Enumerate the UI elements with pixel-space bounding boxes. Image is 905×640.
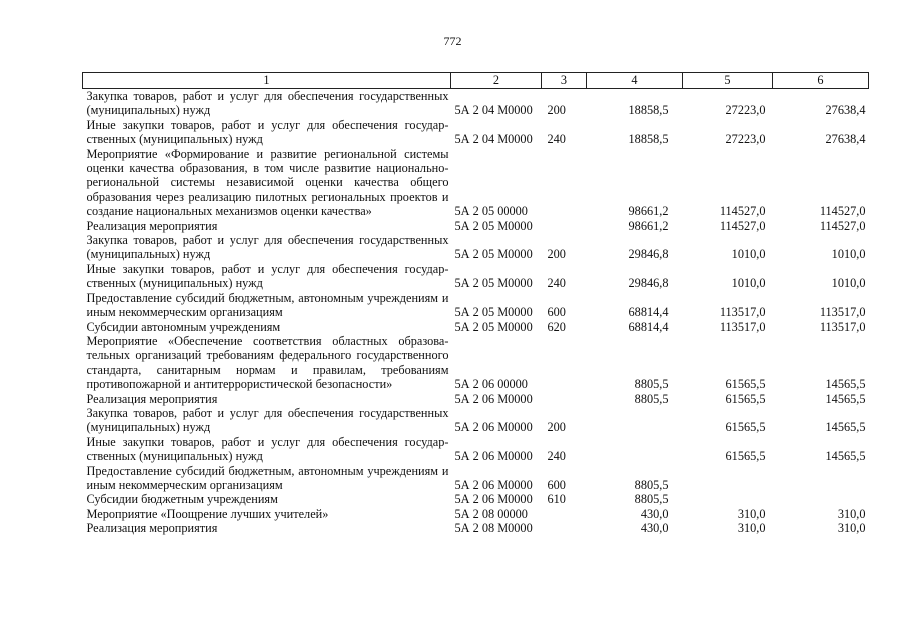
row-value-col6: 1010,0 [831,247,866,262]
row-value-col5: 310,0 [737,506,766,521]
row-value-col4 [587,435,683,464]
row-code: 5А 2 05 М0000 [454,247,533,262]
row-expense-type: 200 [547,103,566,118]
row-value-col6: 14565,5 [825,449,866,464]
row-name: Закупка товаров, работ и услуг для обеспечения государственных (муниципальных) нужд [86,405,449,435]
table-row [83,406,869,435]
row-name: Субсидии автономным учреждениям [86,319,281,334]
row-expense-type: 240 [547,276,566,291]
row-code: 5А 2 05 00000 [454,204,528,219]
row-value-col5: 114527,0 [719,218,766,233]
row-value-col6 [773,464,869,493]
row-code: 5А 2 06 М0000 [454,420,533,435]
row-value-col5: 61565,5 [725,420,766,435]
row-value-col4: 29846,8 [628,247,669,262]
row-code: 5А 2 04 М0000 [454,103,533,118]
row-value-col6: 310,0 [837,506,866,521]
row-value-col6: 113517,0 [819,319,866,334]
page-number: 772 [443,34,462,48]
row-value-col6: 27638,4 [825,103,866,118]
row-name: Реализация мероприятия [86,218,218,233]
row-expense-type: 610 [547,492,566,507]
row-value-col6: 14565,5 [825,420,866,435]
row-name: Субсидии бюджетным учреждениям [86,492,278,507]
row-code: 5А 2 06 00000 [454,377,528,392]
row-expense-type: 600 [547,477,566,492]
row-code: 5А 2 06 М0000 [454,449,533,464]
row-code: 5А 2 05 М0000 [454,319,533,334]
row-code: 5А 2 04 М0000 [454,132,533,147]
header-col-2: 2 [451,73,542,89]
row-name: Иные закупки товаров, работ и услуг для обеспечения государственных (муниципальных) нужд [86,117,449,147]
table-row [83,492,869,506]
row-value-col5: 61565,5 [725,449,766,464]
table-row [83,464,869,493]
row-value-col6: 27638,4 [825,132,866,147]
row-value-col6: 14565,5 [825,377,866,392]
row-code: 5А 2 06 М0000 [454,477,533,492]
row-code: 5А 2 06 М0000 [454,391,533,406]
table-row [83,291,869,320]
row-value-col6 [773,492,869,506]
row-name: Реализация мероприятия [86,391,218,406]
row-value-col4: 68814,4 [628,319,669,334]
row-value-col4: 430,0 [640,521,669,536]
row-name: Мероприятие «Поощрение лучших учителей» [86,506,329,521]
table-row [83,334,869,392]
row-expense-type: 600 [547,305,566,320]
row-value-col4: 8805,5 [634,391,669,406]
row-value-col4: 29846,8 [628,276,669,291]
table-header-row [83,73,869,89]
row-code: 5А 2 06 М0000 [454,492,533,507]
table-row [83,320,869,334]
row-expense-type [542,147,587,219]
table-row [83,521,869,535]
row-expense-type [542,219,587,233]
row-value-col5: 61565,5 [725,377,766,392]
row-name: Иные закупки товаров, работ и услуг для обеспечения государственных (муниципальных) нужд [86,434,449,464]
header-col-5: 5 [683,73,773,89]
row-name: Предоставление субсидий бюджетным, автономным учреждениям и иным некоммерческим организациям [86,290,449,320]
row-value-col5: 1010,0 [731,247,766,262]
row-value-col4: 8805,5 [634,377,669,392]
table-row [83,262,869,291]
row-value-col6: 1010,0 [831,276,866,291]
row-value-col4: 68814,4 [628,305,669,320]
row-expense-type [542,334,587,392]
row-value-col6: 14565,5 [825,391,866,406]
row-value-col5: 27223,0 [725,103,766,118]
row-expense-type: 620 [547,319,566,334]
header-col-1: 1 [83,73,451,89]
row-code: 5А 2 05 М0000 [454,276,533,291]
row-name: Реализация мероприятия [86,521,218,536]
row-value-col6: 114527,0 [819,218,866,233]
row-value-col4: 18858,5 [628,103,669,118]
table-row [83,392,869,406]
header-col-3: 3 [542,73,587,89]
budget-table [82,72,869,536]
table-row [83,233,869,262]
row-value-col6: 310,0 [837,521,866,536]
row-name: Закупка товаров, работ и услуг для обеспечения государственных (муниципальных) нужд [86,233,449,262]
row-code: 5А 2 05 М0000 [454,218,533,233]
table-row [83,118,869,147]
row-expense-type [542,507,587,521]
table-row [83,219,869,233]
row-value-col5: 310,0 [737,521,766,536]
row-name: Мероприятие «Формирование и развитие региональной системы оценки качества образования, в том числе развитие национально-региональной системы независимой оценки качества общего образования через реализацию пилотных региональных проектов и создание национальных механизмов оценки качества» [86,146,449,219]
row-name: Предоставление субсидий бюджетным, автономным учреждениям и иным некоммерческим организациям [86,463,449,492]
row-value-col5 [683,464,773,493]
row-name: Иные закупки товаров, работ и услуг для обеспечения государственных (муниципальных) нужд [86,261,449,291]
header-col-6: 6 [773,73,869,89]
row-expense-type [542,521,587,535]
row-value-col5: 27223,0 [725,132,766,147]
row-value-col4 [587,406,683,435]
row-value-col6: 114527,0 [819,204,866,219]
row-value-col5: 114527,0 [719,204,766,219]
row-expense-type: 240 [547,449,566,464]
table-row [83,507,869,521]
row-value-col5: 61565,5 [725,391,766,406]
row-value-col4: 430,0 [640,506,669,521]
row-value-col5 [683,492,773,506]
row-code: 5А 2 08 00000 [454,506,528,521]
table-body [83,89,869,536]
row-value-col4: 18858,5 [628,132,669,147]
row-name: Мероприятие «Обеспечение соответствия областных образовательных организаций требованиям федерального государственного стандарта, санитарным нормам и правилам, требованиям противопожарной и антитеррористической безопасности» [86,333,449,392]
row-name: Закупка товаров, работ и услуг для обеспечения государственных (муниципальных) нужд [86,89,449,118]
row-value-col5: 113517,0 [719,319,766,334]
row-value-col4: 98661,2 [628,204,669,219]
row-expense-type: 240 [547,132,566,147]
row-code: 5А 2 08 М0000 [454,521,533,536]
row-expense-type: 200 [547,247,566,262]
row-code: 5А 2 05 М0000 [454,305,533,320]
row-value-col4: 8805,5 [634,477,669,492]
row-value-col5: 113517,0 [719,305,766,320]
row-expense-type: 200 [547,420,566,435]
row-value-col4: 98661,2 [628,218,669,233]
header-col-4: 4 [587,73,683,89]
row-value-col5: 1010,0 [731,276,766,291]
row-expense-type [542,392,587,406]
row-value-col6: 113517,0 [819,305,866,320]
table-row [83,435,869,464]
table-row [83,147,869,219]
table-row [83,89,869,118]
row-value-col4: 8805,5 [634,492,669,507]
